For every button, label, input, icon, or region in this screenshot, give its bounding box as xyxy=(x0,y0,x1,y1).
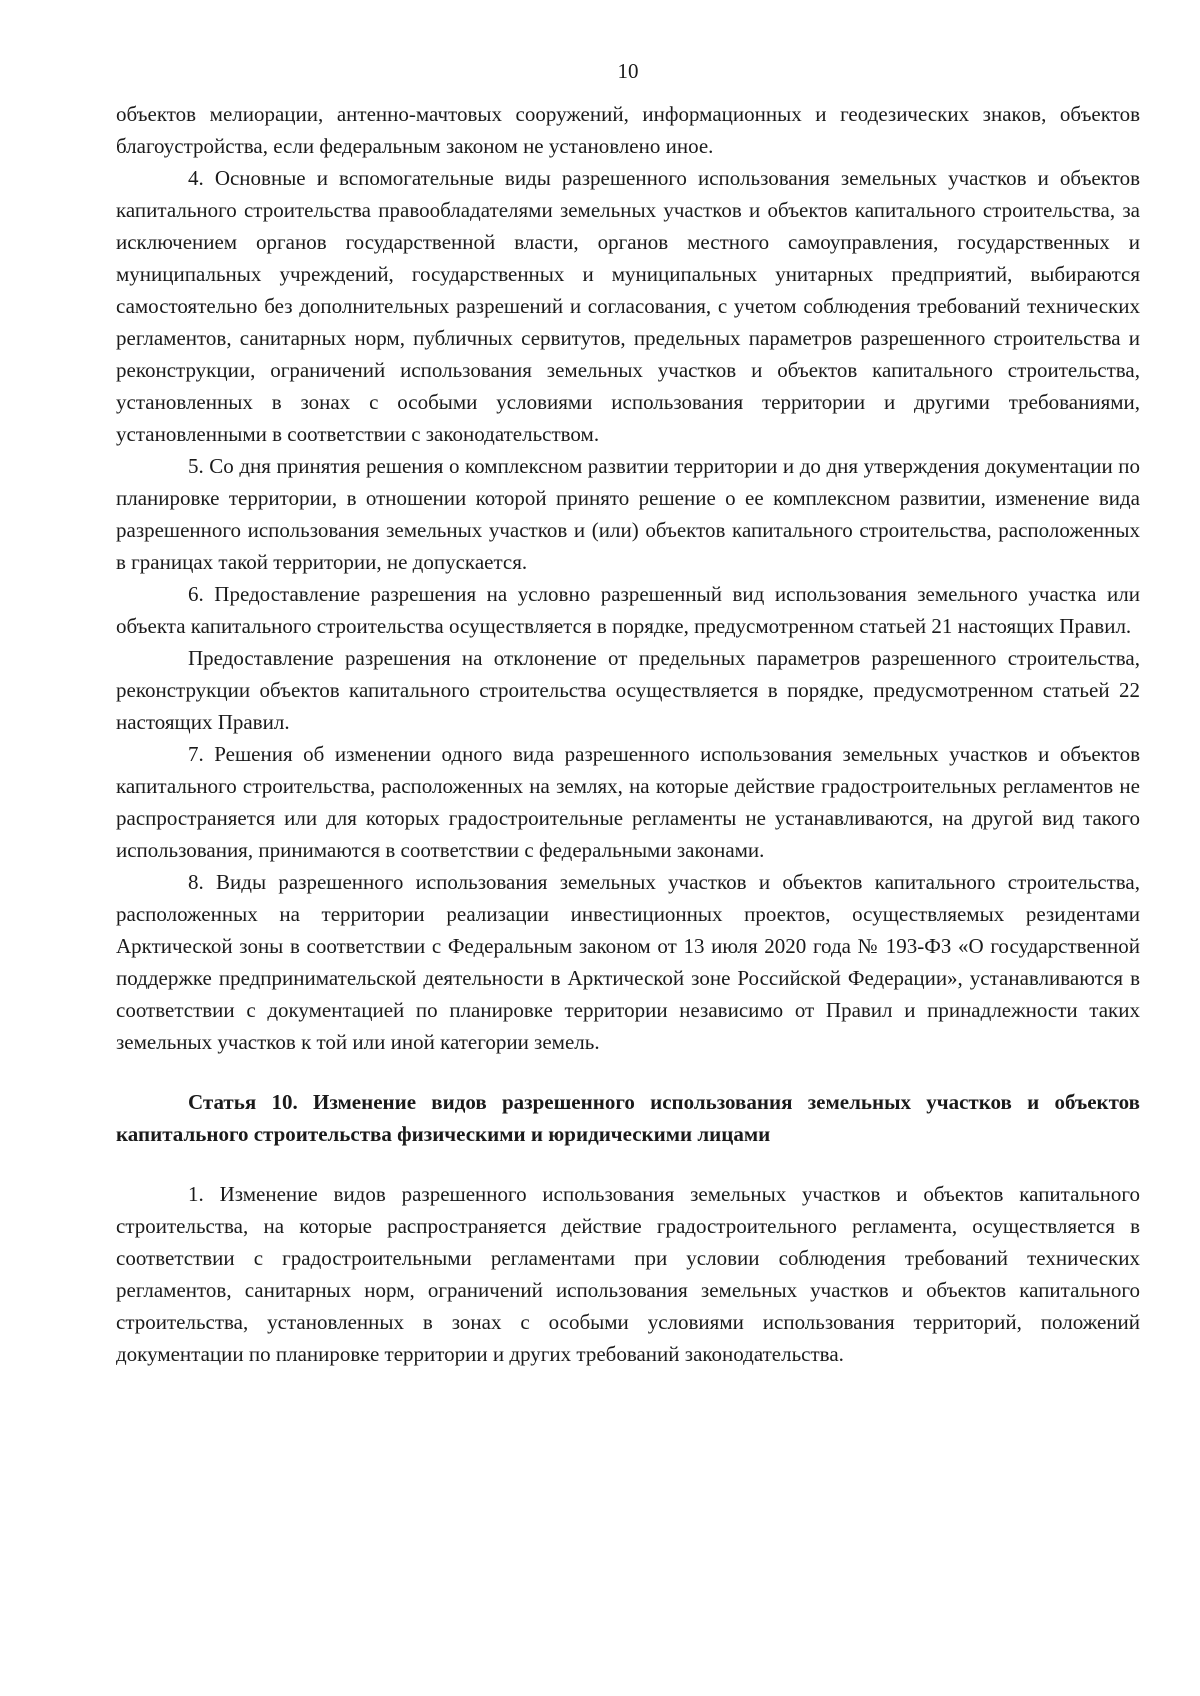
paragraph-item-4: 4. Основные и вспомогательные виды разрешенного использования земельных участков и объектов капитального строительства правообладателями земельных участков и объектов капитального строительства, за исключением органов государственной власти, органов местного самоуправления, государственных и муниципальных учреждений, государственных и муниципальных унитарных предприятий, выбираются самостоятельно без дополнительных разрешений и согласования, с учетом соблюдения требований технических регламентов, санитарных норм, публичных сервитутов, предельных параметров разрешенного строительства и реконструкции, ограничений использования земельных участков и объектов капитального строительства, установленных в зонах с особыми условиями использования территории и другими требованиями, установленными в соответствии с законодательством. xyxy=(116,166,1140,446)
document-page xyxy=(116,56,1140,1370)
paragraph-item-6-continued: Предоставление разрешения на отклонение от предельных параметров разрешенного строительства, реконструкции объектов капитального строительства осуществляется в порядке, предусмотренном статьей 22 настоящих Правил. xyxy=(116,646,1140,734)
paragraph-item-6: 6. Предоставление разрешения на условно разрешенный вид использования земельного участка или объекта капитального строительства осуществляется в порядке, предусмотренном статьей 21 настоящих Правил. xyxy=(116,582,1140,638)
paragraph-item-7: 7. Решения об изменении одного вида разрешенного использования земельных участков и объектов капитального строительства, расположенных на землях, на которые действие градостроительных регламентов не распространяется или для которых градостроительные регламенты не устанавливаются, на другой вид такого использования, принимаются в соответствии с федеральными законами. xyxy=(116,742,1140,862)
paragraph-item-8: 8. Виды разрешенного использования земельных участков и объектов капитального строительства, расположенных на территории реализации инвестиционных проектов, осуществляемых резидентами Арктической зоны в соответствии с Федеральным законом от 13 июля 2020 года № 193-ФЗ «О государственной поддержке предпринимательской деятельности в Арктической зоне Российской Федерации», устанавливаются в соответствии с документацией по планировке территории независимо от Правил и принадлежности таких земельных участков к той или иной категории земель. xyxy=(116,870,1140,1054)
article-heading: Статья 10. Изменение видов разрешенного использования земельных участков и объектов капитального строительства физическими и юридическими лицами xyxy=(116,1090,1140,1146)
paragraph-continuation: объектов мелиорации, антенно-мачтовых сооружений, информационных и геодезических знаков, объектов благоустройства, если федеральным законом не установлено иное. xyxy=(116,102,1140,158)
paragraph-item-5: 5. Со дня принятия решения о комплексном развитии территории и до дня утверждения документации по планировке территории, в отношении которой принято решение о ее комплексном развитии, изменение вида разрешенного использования земельных участков и (или) объектов капитального строительства, расположенных в границах такой территории, не допускается. xyxy=(116,454,1140,574)
page-number: 10 xyxy=(617,59,639,83)
paragraph-article-10-item-1: 1. Изменение видов разрешенного использования земельных участков и объектов капитального строительства, на которые распространяется действие градостроительного регламента, осуществляется в соответствии с градостроительными регламентами при условии соблюдения требований технических регламентов, санитарных норм, ограничений использования земельных участков и объектов капитального строительства, установленных в зонах с особыми условиями использования территорий, положений документации по планировке территории и других требований законодательства. xyxy=(116,1182,1140,1366)
